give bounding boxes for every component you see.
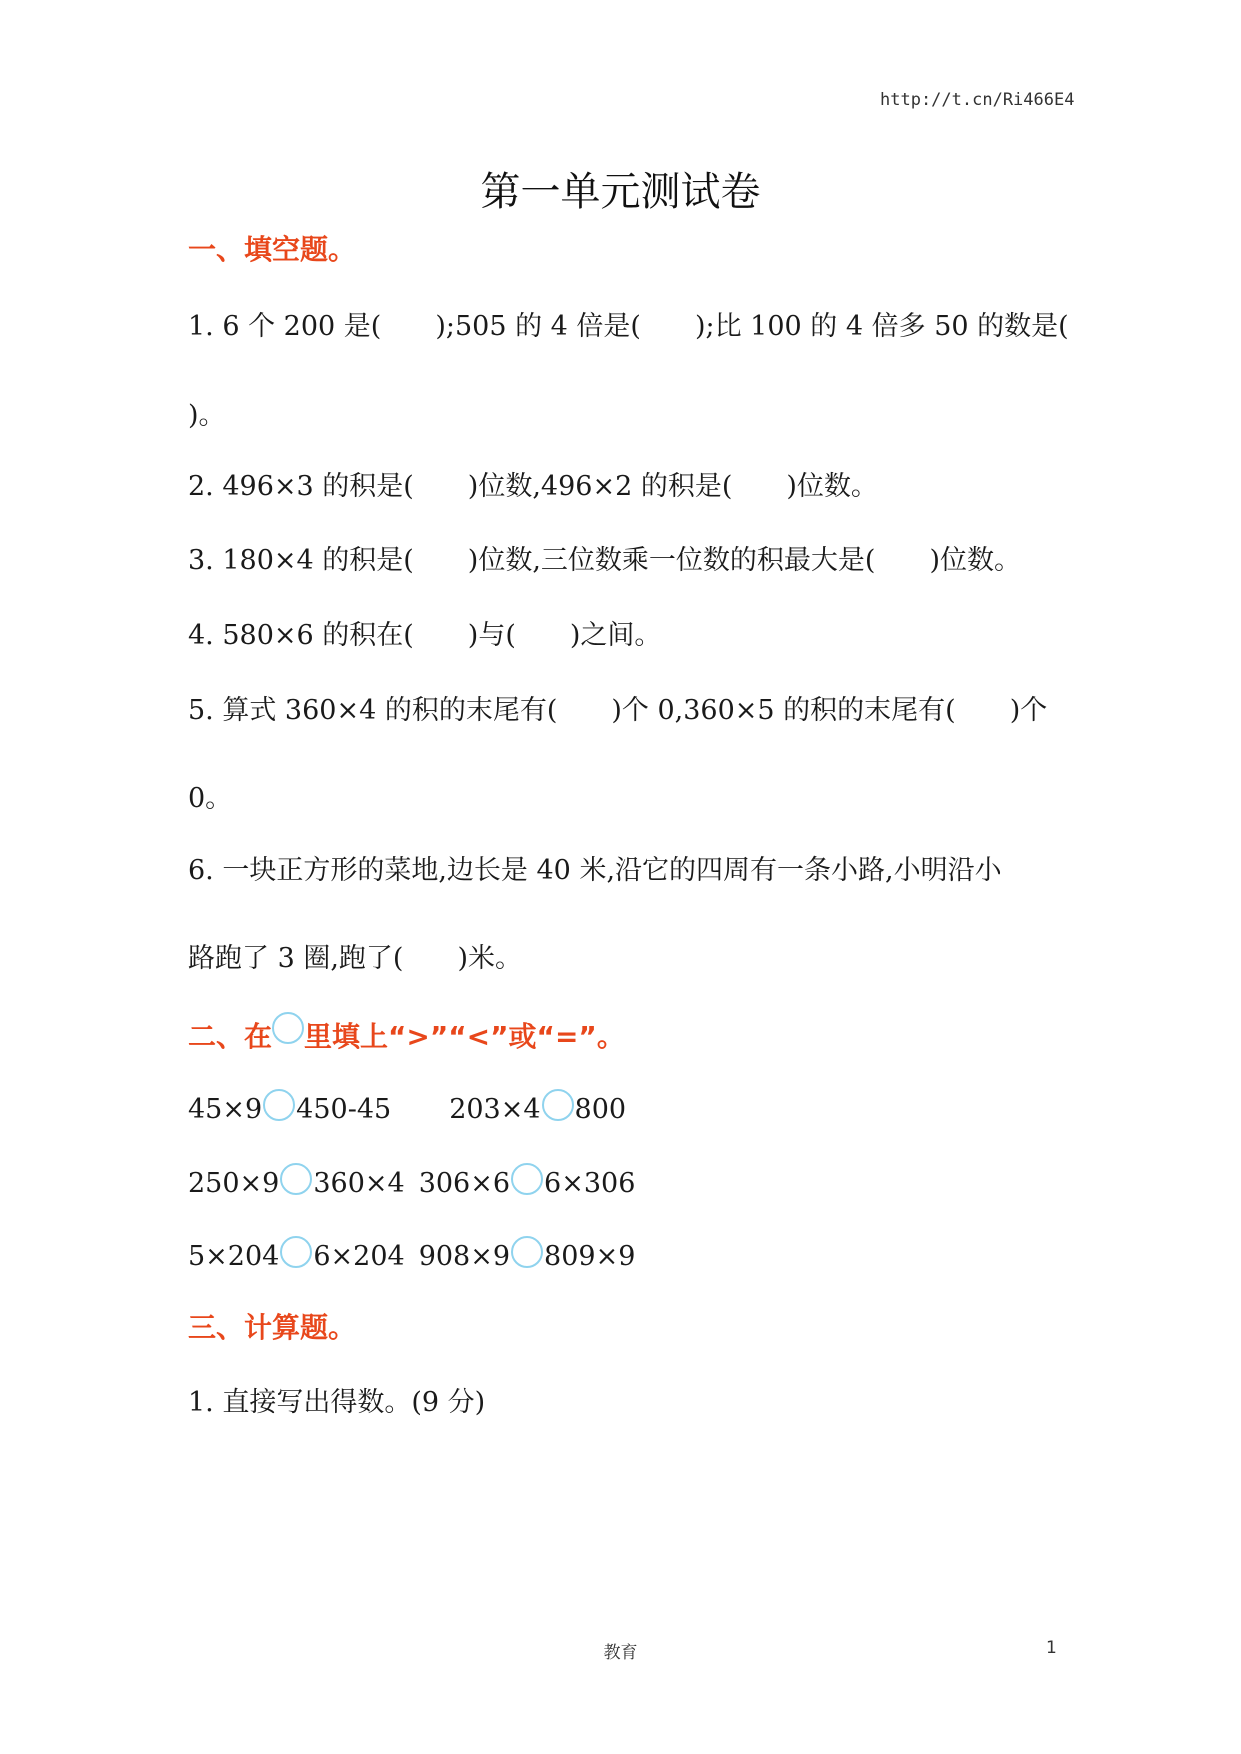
question-line: 6. 一块正方形的菜地,边长是 40 米,沿它的四周有一条小路,小明沿小 (188, 855, 1002, 886)
compare-circle-blank[interactable] (542, 1089, 574, 1121)
compare-expr-right: 6×306 (544, 1168, 636, 1199)
section-heading-calc: 三、计算题。 (188, 1311, 357, 1344)
compare-circle-blank[interactable] (280, 1163, 312, 1195)
compare-expr-right: 800 (574, 1094, 627, 1125)
compare-expr-right: 6×204 (313, 1241, 405, 1272)
compare-circle-blank[interactable] (263, 1089, 295, 1121)
header-url: http://t.cn/Ri466E4 (880, 90, 1075, 110)
question-line: 0。 (188, 783, 233, 814)
section-heading-part: 二、在 (188, 1020, 273, 1053)
section-heading-fill-blank: 一、填空题。 (188, 233, 357, 266)
compare-circle-blank[interactable] (511, 1236, 543, 1268)
footer-text: 教育 (603, 1643, 638, 1663)
section-heading-compare (188, 1012, 625, 1055)
question-line: 5. 算式 360×4 的积的末尾有( )个 0,360×5 的积的末尾有( )个 (188, 695, 1048, 726)
compare-expr-right: 360×4 (313, 1168, 405, 1199)
compare-expr-left: 306×6 (418, 1168, 511, 1199)
compare-row (188, 1163, 635, 1199)
compare-circle-blank[interactable] (280, 1236, 312, 1268)
compare-expr-right: 450-45 (296, 1094, 392, 1125)
compare-expr-left: 5×204 (188, 1241, 280, 1272)
question-line: 1. 6 个 200 是( );505 的 4 倍是( );比 100 的 4 倍多 50 的数是( (188, 311, 1069, 342)
compare-expr-right: 809×9 (544, 1241, 636, 1272)
question-line: 路跑了 3 圈,跑了( )米。 (188, 943, 522, 974)
compare-row (188, 1089, 626, 1125)
compare-expr-left: 45×9 (188, 1094, 263, 1125)
compare-row (188, 1236, 635, 1272)
compare-expr-left: 250×9 (188, 1168, 280, 1199)
circle-icon (272, 1012, 304, 1044)
question-line: 4. 580×6 的积在( )与( )之间。 (188, 620, 662, 651)
page-number: 1 (1046, 1638, 1057, 1658)
compare-expr-left: 203×4 (449, 1094, 541, 1125)
question-line: )。 (188, 400, 226, 431)
page-title: 第一单元测试卷 (480, 169, 761, 215)
question-line: 1. 直接写出得数。(9 分) (188, 1387, 486, 1418)
compare-expr-left: 908×9 (418, 1241, 511, 1272)
question-line: 3. 180×4 的积是( )位数,三位数乘一位数的积最大是( )位数。 (188, 545, 1021, 576)
section-heading-part: 里填上“>”“<”或“=”。 (304, 1020, 625, 1053)
compare-circle-blank[interactable] (511, 1163, 543, 1195)
question-line: 2. 496×3 的积是( )位数,496×2 的积是( )位数。 (188, 471, 878, 502)
